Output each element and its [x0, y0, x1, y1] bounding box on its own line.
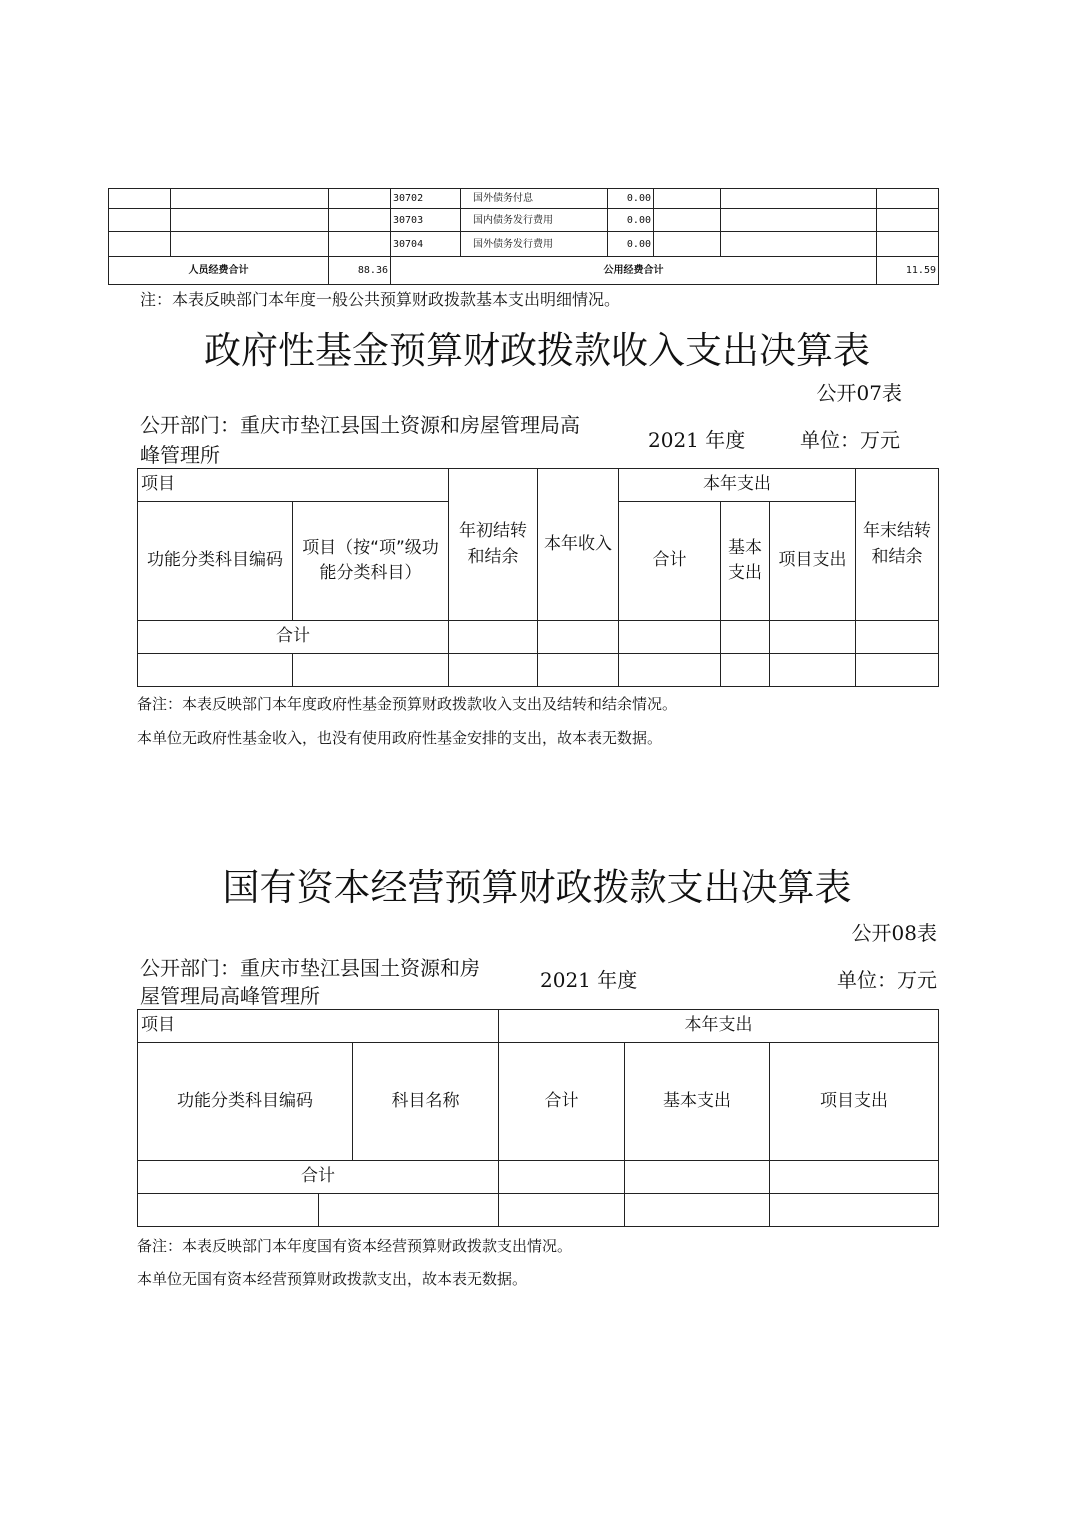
header-end-balance: 年末结转和结余	[856, 469, 939, 621]
remark: 本单位无政府性基金收入，也没有使用政府性基金安排的支出，故本表无数据。	[137, 729, 663, 747]
header-code: 功能分类科目编码	[138, 502, 293, 621]
name-cell: 国内债务发行费用	[461, 209, 608, 232]
department-line: 峰管理所	[140, 443, 220, 467]
public-total: 11.59	[877, 257, 939, 285]
unit-label: 单位：万元	[837, 968, 937, 992]
personnel-total: 88.36	[329, 257, 391, 285]
table-number: 公开07表	[816, 381, 902, 405]
header-code: 功能分类科目编码	[138, 1043, 353, 1161]
table-number: 公开08表	[851, 921, 937, 945]
code-cell: 30704	[391, 232, 461, 257]
gov-fund-table	[137, 468, 939, 687]
amount-cell: 0.00	[608, 189, 654, 209]
remark: 备注：本表反映部门本年度国有资本经营预算财政拨款支出情况。	[137, 1237, 573, 1255]
unit-label: 单位：万元	[800, 428, 900, 452]
amount-cell: 0.00	[608, 232, 654, 257]
header-total: 合计	[619, 502, 721, 621]
table-row	[109, 232, 939, 257]
header-name: 科目名称	[353, 1043, 499, 1161]
personnel-total-label: 人员经费合计	[109, 257, 329, 285]
table-note: 注：本表反映部门本年度一般公共预算财政拨款基本支出明细情况。	[140, 290, 621, 309]
header-basic: 基本支出	[625, 1043, 770, 1161]
code-cell: 30703	[391, 209, 461, 232]
header-project: 项目支出	[770, 1043, 939, 1161]
header-project: 项目支出	[770, 502, 856, 621]
sum-label: 合计	[138, 1161, 499, 1194]
year-label: 2021 年度	[540, 968, 638, 992]
code-cell: 30702	[391, 189, 461, 209]
header-expense: 本年支出	[619, 469, 856, 502]
header-total: 合计	[499, 1043, 625, 1161]
header-income: 本年收入	[538, 469, 619, 621]
department-line: 屋管理局高峰管理所	[140, 984, 320, 1008]
basic-expense-table	[108, 188, 939, 285]
total-row	[109, 257, 939, 285]
remark: 本单位无国有资本经营预算财政拨款支出，故本表无数据。	[137, 1270, 528, 1288]
year-label: 2021 年度	[648, 428, 746, 452]
sum-label: 合计	[138, 621, 449, 654]
name-cell: 国外债务发行费用	[461, 232, 608, 257]
section08-title: 国有资本经营预算财政拨款支出决算表	[222, 866, 852, 909]
header-item-name: 项目（按“项”级功能分类科目）	[293, 502, 449, 621]
header-item: 项目	[138, 1010, 499, 1043]
section07-title: 政府性基金预算财政拨款收入支出决算表	[204, 329, 870, 372]
department-line: 公开部门：重庆市垫江县国土资源和房	[140, 956, 480, 980]
public-total-label: 公用经费合计	[391, 257, 877, 285]
header-basic: 基本支出	[721, 502, 770, 621]
remark: 备注：本表反映部门本年度政府性基金预算财政拨款收入支出及结转和结余情况。	[137, 695, 678, 713]
header-expense: 本年支出	[499, 1010, 939, 1043]
amount-cell: 0.00	[608, 209, 654, 232]
table-row	[109, 189, 939, 209]
table-row	[138, 1194, 939, 1227]
header-item: 项目	[138, 469, 449, 502]
header-begin-balance: 年初结转和结余	[449, 469, 538, 621]
table-row	[138, 654, 939, 687]
department-line: 公开部门：重庆市垫江县国土资源和房屋管理局高	[140, 413, 580, 437]
name-cell: 国外债务付息	[461, 189, 608, 209]
table-row	[109, 209, 939, 232]
state-capital-table	[137, 1009, 939, 1227]
